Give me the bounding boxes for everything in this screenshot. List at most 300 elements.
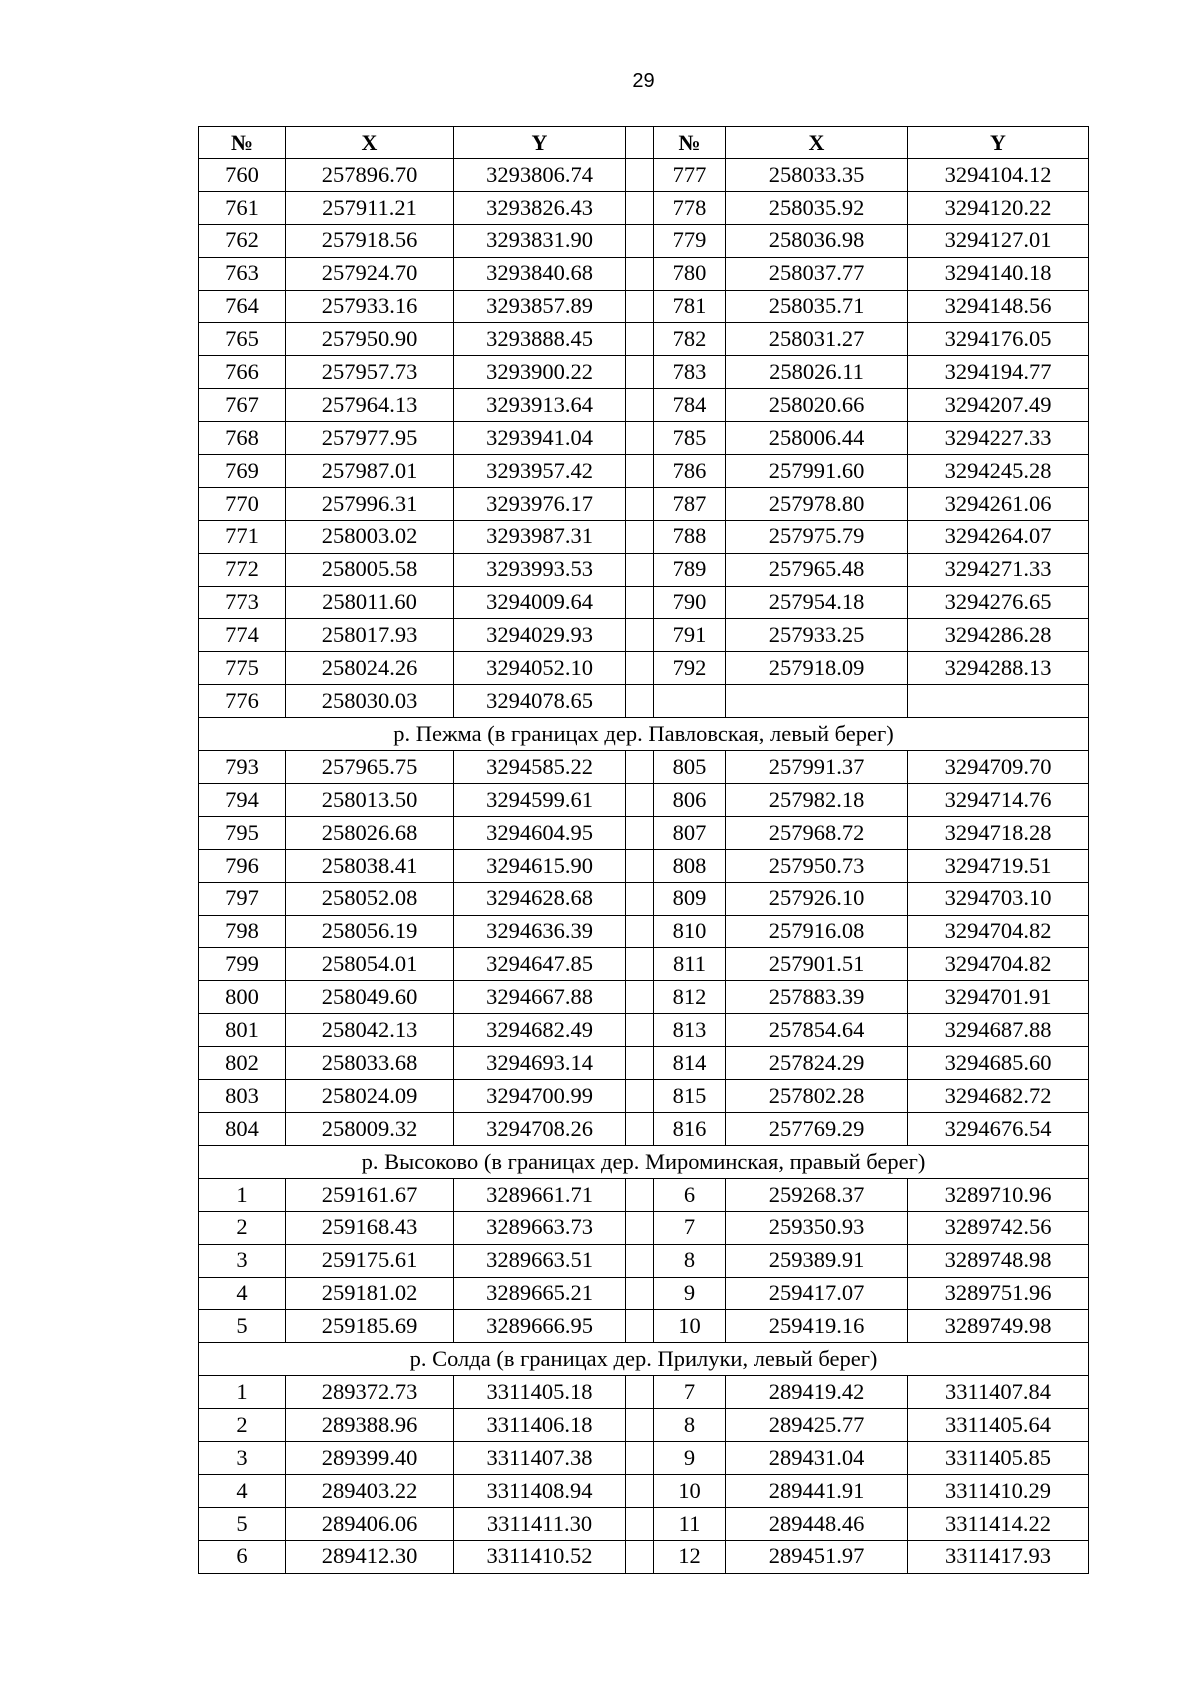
point-no-right-cell: 816: [654, 1112, 726, 1145]
gap-cell: [626, 1376, 654, 1409]
point-no-right-cell: 783: [654, 356, 726, 389]
y-left-cell: 3289661.71: [454, 1178, 626, 1211]
table-row: [199, 1277, 1089, 1310]
y-right-cell: 3311405.85: [908, 1442, 1089, 1475]
x-right-cell: 289451.97: [726, 1540, 908, 1573]
header-y-right: Y: [908, 127, 1089, 159]
x-right-cell: 257933.25: [726, 619, 908, 652]
point-no-right-cell: 782: [654, 323, 726, 356]
gap-cell: [626, 224, 654, 257]
table-row: [199, 159, 1089, 192]
y-right-cell: 3294719.51: [908, 849, 1089, 882]
table-row: [199, 981, 1089, 1014]
y-right-cell: 3289742.56: [908, 1211, 1089, 1244]
point-no-right-cell: 780: [654, 257, 726, 290]
y-right-cell: 3294685.60: [908, 1047, 1089, 1080]
y-left-cell: 3293888.45: [454, 323, 626, 356]
point-no-left-cell: 769: [199, 455, 286, 488]
point-no-right-cell: 790: [654, 586, 726, 619]
y-left-cell: 3311411.30: [454, 1507, 626, 1540]
point-no-right-cell: 813: [654, 1014, 726, 1047]
y-left-cell: 3294667.88: [454, 981, 626, 1014]
y-left-cell: 3293913.64: [454, 389, 626, 422]
x-right-cell: 257975.79: [726, 520, 908, 553]
gap-cell: [626, 1474, 654, 1507]
x-right-cell: 257978.80: [726, 487, 908, 520]
x-left-cell: 257918.56: [286, 224, 454, 257]
x-left-cell: 257957.73: [286, 356, 454, 389]
y-left-cell: 3289663.51: [454, 1244, 626, 1277]
gap-cell: [626, 1112, 654, 1145]
section-title-row: [199, 1343, 1089, 1376]
table-row: [199, 1244, 1089, 1277]
x-right-cell: 289419.42: [726, 1376, 908, 1409]
y-right-cell: 3294288.13: [908, 652, 1089, 685]
y-right-cell: 3311417.93: [908, 1540, 1089, 1573]
y-left-cell: 3293840.68: [454, 257, 626, 290]
point-no-right-cell: 9: [654, 1442, 726, 1475]
y-right-cell: 3294261.06: [908, 487, 1089, 520]
y-right-cell: 3294701.91: [908, 981, 1089, 1014]
point-no-left-cell: 761: [199, 191, 286, 224]
point-no-left-cell: 2: [199, 1409, 286, 1442]
point-no-left-cell: 796: [199, 849, 286, 882]
x-left-cell: 259168.43: [286, 1211, 454, 1244]
section-title: р. Высоково (в границах дер. Мироминская, правый берег): [199, 1145, 1089, 1178]
point-no-left-cell: 793: [199, 751, 286, 784]
table-row: [199, 257, 1089, 290]
x-left-cell: 258042.13: [286, 1014, 454, 1047]
x-right-cell: [726, 685, 908, 718]
table-row: [199, 1310, 1089, 1343]
gap-cell: [626, 1047, 654, 1080]
y-right-cell: 3294271.33: [908, 553, 1089, 586]
point-no-left-cell: 804: [199, 1112, 286, 1145]
x-left-cell: 258056.19: [286, 915, 454, 948]
point-no-right-cell: 6: [654, 1178, 726, 1211]
point-no-left-cell: 795: [199, 816, 286, 849]
gap-cell: [626, 619, 654, 652]
y-right-cell: 3311407.84: [908, 1376, 1089, 1409]
point-no-right-cell: 788: [654, 520, 726, 553]
table-row: [199, 948, 1089, 981]
point-no-left-cell: 4: [199, 1474, 286, 1507]
point-no-left-cell: 6: [199, 1540, 286, 1573]
gap-cell: [626, 356, 654, 389]
y-right-cell: 3294703.10: [908, 882, 1089, 915]
gap-cell: [626, 981, 654, 1014]
point-no-left-cell: 767: [199, 389, 286, 422]
table-row: [199, 586, 1089, 619]
header-gap: [626, 127, 654, 159]
point-no-left-cell: 770: [199, 487, 286, 520]
gap-cell: [626, 455, 654, 488]
x-right-cell: 258035.92: [726, 191, 908, 224]
x-right-cell: 258036.98: [726, 224, 908, 257]
y-right-cell: 3294194.77: [908, 356, 1089, 389]
y-right-cell: 3294704.82: [908, 948, 1089, 981]
x-left-cell: 289412.30: [286, 1540, 454, 1573]
point-no-right-cell: 8: [654, 1244, 726, 1277]
x-right-cell: 257916.08: [726, 915, 908, 948]
y-left-cell: 3289665.21: [454, 1277, 626, 1310]
table-row: [199, 1047, 1089, 1080]
x-left-cell: 289399.40: [286, 1442, 454, 1475]
y-right-cell: 3294714.76: [908, 784, 1089, 817]
table-row: [199, 389, 1089, 422]
gap-cell: [626, 784, 654, 817]
table-row: [199, 1211, 1089, 1244]
point-no-left-cell: 776: [199, 685, 286, 718]
point-no-left-cell: 800: [199, 981, 286, 1014]
y-right-cell: 3294709.70: [908, 751, 1089, 784]
point-no-right-cell: 7: [654, 1211, 726, 1244]
x-right-cell: 257883.39: [726, 981, 908, 1014]
point-no-right-cell: 809: [654, 882, 726, 915]
x-left-cell: 257965.75: [286, 751, 454, 784]
x-right-cell: 259350.93: [726, 1211, 908, 1244]
table-row: [199, 816, 1089, 849]
y-right-cell: 3289710.96: [908, 1178, 1089, 1211]
y-right-cell: 3294687.88: [908, 1014, 1089, 1047]
header-row: [199, 127, 1089, 159]
gap-cell: [626, 1244, 654, 1277]
gap-cell: [626, 751, 654, 784]
y-left-cell: 3293976.17: [454, 487, 626, 520]
x-right-cell: 257965.48: [726, 553, 908, 586]
x-right-cell: 257991.37: [726, 751, 908, 784]
section-title: р. Пежма (в границах дер. Павловская, левый берег): [199, 718, 1089, 751]
header-x-left: X: [286, 127, 454, 159]
y-right-cell: 3289751.96: [908, 1277, 1089, 1310]
x-left-cell: 289388.96: [286, 1409, 454, 1442]
table-row: [199, 1178, 1089, 1211]
x-right-cell: 259389.91: [726, 1244, 908, 1277]
point-no-right-cell: 10: [654, 1310, 726, 1343]
y-left-cell: 3293831.90: [454, 224, 626, 257]
gap-cell: [626, 849, 654, 882]
point-no-right-cell: 777: [654, 159, 726, 192]
point-no-left-cell: 803: [199, 1080, 286, 1113]
x-left-cell: 258026.68: [286, 816, 454, 849]
gap-cell: [626, 159, 654, 192]
y-left-cell: 3294693.14: [454, 1047, 626, 1080]
point-no-left-cell: 4: [199, 1277, 286, 1310]
x-left-cell: 289372.73: [286, 1376, 454, 1409]
table-row: [199, 224, 1089, 257]
point-no-left-cell: 2: [199, 1211, 286, 1244]
gap-cell: [626, 652, 654, 685]
x-left-cell: 258005.58: [286, 553, 454, 586]
table-body: [199, 159, 1089, 1574]
y-left-cell: 3294682.49: [454, 1014, 626, 1047]
y-left-cell: 3294708.26: [454, 1112, 626, 1145]
table-row: [199, 849, 1089, 882]
y-right-cell: 3294264.07: [908, 520, 1089, 553]
point-no-right-cell: 779: [654, 224, 726, 257]
x-right-cell: 257901.51: [726, 948, 908, 981]
table-row: [199, 487, 1089, 520]
gap-cell: [626, 1277, 654, 1310]
gap-cell: [626, 1080, 654, 1113]
y-left-cell: 3294615.90: [454, 849, 626, 882]
y-left-cell: 3311408.94: [454, 1474, 626, 1507]
table-row: [199, 1080, 1089, 1113]
table-row: [199, 1442, 1089, 1475]
table-row: [199, 1014, 1089, 1047]
table-row: [199, 1474, 1089, 1507]
x-left-cell: 257950.90: [286, 323, 454, 356]
y-right-cell: 3294704.82: [908, 915, 1089, 948]
y-right-cell: 3289748.98: [908, 1244, 1089, 1277]
header-y-left: Y: [454, 127, 626, 159]
point-no-left-cell: 768: [199, 422, 286, 455]
x-left-cell: 289406.06: [286, 1507, 454, 1540]
x-left-cell: 289403.22: [286, 1474, 454, 1507]
table-row: [199, 751, 1089, 784]
gap-cell: [626, 422, 654, 455]
table-row: [199, 784, 1089, 817]
gap-cell: [626, 1211, 654, 1244]
x-right-cell: 258035.71: [726, 290, 908, 323]
gap-cell: [626, 389, 654, 422]
coordinates-table: [198, 126, 1089, 1574]
point-no-right-cell: 810: [654, 915, 726, 948]
x-right-cell: 257824.29: [726, 1047, 908, 1080]
section-title-row: [199, 718, 1089, 751]
point-no-left-cell: 797: [199, 882, 286, 915]
point-no-right-cell: 815: [654, 1080, 726, 1113]
gap-cell: [626, 1507, 654, 1540]
point-no-right-cell: 11: [654, 1507, 726, 1540]
x-left-cell: 258052.08: [286, 882, 454, 915]
point-no-right-cell: 10: [654, 1474, 726, 1507]
point-no-left-cell: 3: [199, 1244, 286, 1277]
point-no-right-cell: 7: [654, 1376, 726, 1409]
table-row: [199, 191, 1089, 224]
point-no-left-cell: 5: [199, 1310, 286, 1343]
x-right-cell: 259419.16: [726, 1310, 908, 1343]
table-row: [199, 1376, 1089, 1409]
x-right-cell: 289448.46: [726, 1507, 908, 1540]
point-no-left-cell: 1: [199, 1178, 286, 1211]
y-left-cell: 3289663.73: [454, 1211, 626, 1244]
x-right-cell: 257918.09: [726, 652, 908, 685]
section-title: р. Солда (в границах дер. Прилуки, левый берег): [199, 1343, 1089, 1376]
point-no-left-cell: 3: [199, 1442, 286, 1475]
y-left-cell: 3311410.52: [454, 1540, 626, 1573]
x-right-cell: 257954.18: [726, 586, 908, 619]
x-left-cell: 257996.31: [286, 487, 454, 520]
y-right-cell: 3294682.72: [908, 1080, 1089, 1113]
x-left-cell: 257933.16: [286, 290, 454, 323]
table-row: [199, 455, 1089, 488]
point-no-right-cell: 785: [654, 422, 726, 455]
x-left-cell: 258024.26: [286, 652, 454, 685]
y-left-cell: 3293900.22: [454, 356, 626, 389]
x-right-cell: 257950.73: [726, 849, 908, 882]
point-no-right-cell: 12: [654, 1540, 726, 1573]
point-no-right-cell: 8: [654, 1409, 726, 1442]
table-row: [199, 553, 1089, 586]
gap-cell: [626, 323, 654, 356]
x-left-cell: 259181.02: [286, 1277, 454, 1310]
y-right-cell: [908, 685, 1089, 718]
x-left-cell: 257977.95: [286, 422, 454, 455]
gap-cell: [626, 1442, 654, 1475]
x-left-cell: 258013.50: [286, 784, 454, 817]
table-row: [199, 422, 1089, 455]
table-row: [199, 356, 1089, 389]
page-number: 29: [632, 70, 655, 92]
y-right-cell: 3289749.98: [908, 1310, 1089, 1343]
x-left-cell: 257987.01: [286, 455, 454, 488]
y-right-cell: 3294718.28: [908, 816, 1089, 849]
gap-cell: [626, 487, 654, 520]
point-no-right-cell: 792: [654, 652, 726, 685]
x-left-cell: 257924.70: [286, 257, 454, 290]
y-right-cell: 3294276.65: [908, 586, 1089, 619]
x-right-cell: 258033.35: [726, 159, 908, 192]
x-left-cell: 257896.70: [286, 159, 454, 192]
y-right-cell: 3294676.54: [908, 1112, 1089, 1145]
point-no-left-cell: 1: [199, 1376, 286, 1409]
point-no-right-cell: 806: [654, 784, 726, 817]
gap-cell: [626, 1178, 654, 1211]
x-right-cell: 258006.44: [726, 422, 908, 455]
table-row: [199, 1409, 1089, 1442]
x-right-cell: 258026.11: [726, 356, 908, 389]
table-row: [199, 915, 1089, 948]
y-left-cell: 3294599.61: [454, 784, 626, 817]
header-x-right: X: [726, 127, 908, 159]
x-left-cell: 258030.03: [286, 685, 454, 718]
x-left-cell: 258024.09: [286, 1080, 454, 1113]
y-right-cell: 3294176.05: [908, 323, 1089, 356]
gap-cell: [626, 816, 654, 849]
gap-cell: [626, 520, 654, 553]
y-left-cell: 3311407.38: [454, 1442, 626, 1475]
y-left-cell: 3293857.89: [454, 290, 626, 323]
y-right-cell: 3311410.29: [908, 1474, 1089, 1507]
point-no-right-cell: 781: [654, 290, 726, 323]
x-right-cell: 258031.27: [726, 323, 908, 356]
point-no-left-cell: 5: [199, 1507, 286, 1540]
x-right-cell: 257982.18: [726, 784, 908, 817]
table-row: [199, 520, 1089, 553]
x-left-cell: 258049.60: [286, 981, 454, 1014]
x-left-cell: 258017.93: [286, 619, 454, 652]
table-row: [199, 1112, 1089, 1145]
table-row: [199, 1507, 1089, 1540]
gap-cell: [626, 915, 654, 948]
y-right-cell: 3294227.33: [908, 422, 1089, 455]
point-no-right-cell: 786: [654, 455, 726, 488]
x-left-cell: 259161.67: [286, 1178, 454, 1211]
y-right-cell: 3294127.01: [908, 224, 1089, 257]
point-no-left-cell: 774: [199, 619, 286, 652]
point-no-right-cell: 808: [654, 849, 726, 882]
table-row: [199, 323, 1089, 356]
gap-cell: [626, 1540, 654, 1573]
point-no-right-cell: 9: [654, 1277, 726, 1310]
y-left-cell: 3294636.39: [454, 915, 626, 948]
y-right-cell: 3294245.28: [908, 455, 1089, 488]
table-row: [199, 290, 1089, 323]
gap-cell: [626, 948, 654, 981]
point-no-left-cell: 775: [199, 652, 286, 685]
point-no-left-cell: 764: [199, 290, 286, 323]
table-row: [199, 652, 1089, 685]
y-left-cell: 3294078.65: [454, 685, 626, 718]
point-no-left-cell: 765: [199, 323, 286, 356]
gap-cell: [626, 1409, 654, 1442]
table-row: [199, 619, 1089, 652]
gap-cell: [626, 882, 654, 915]
x-right-cell: 289441.91: [726, 1474, 908, 1507]
point-no-left-cell: 762: [199, 224, 286, 257]
x-left-cell: 259185.69: [286, 1310, 454, 1343]
y-left-cell: 3294604.95: [454, 816, 626, 849]
y-right-cell: 3294140.18: [908, 257, 1089, 290]
point-no-left-cell: 771: [199, 520, 286, 553]
point-no-right-cell: [654, 685, 726, 718]
x-right-cell: 259268.37: [726, 1178, 908, 1211]
point-no-right-cell: 791: [654, 619, 726, 652]
point-no-left-cell: 763: [199, 257, 286, 290]
header-no-left: №: [199, 127, 286, 159]
x-left-cell: 258033.68: [286, 1047, 454, 1080]
x-right-cell: 257968.72: [726, 816, 908, 849]
table-row: [199, 685, 1089, 718]
gap-cell: [626, 685, 654, 718]
y-left-cell: 3294700.99: [454, 1080, 626, 1113]
y-right-cell: 3294148.56: [908, 290, 1089, 323]
x-left-cell: 258038.41: [286, 849, 454, 882]
point-no-left-cell: 766: [199, 356, 286, 389]
x-right-cell: 257854.64: [726, 1014, 908, 1047]
gap-cell: [626, 290, 654, 323]
gap-cell: [626, 257, 654, 290]
gap-cell: [626, 586, 654, 619]
x-right-cell: 259417.07: [726, 1277, 908, 1310]
y-right-cell: 3294104.12: [908, 159, 1089, 192]
table-row: [199, 882, 1089, 915]
y-left-cell: 3293957.42: [454, 455, 626, 488]
point-no-right-cell: 787: [654, 487, 726, 520]
point-no-left-cell: 801: [199, 1014, 286, 1047]
y-left-cell: 3294029.93: [454, 619, 626, 652]
y-left-cell: 3311406.18: [454, 1409, 626, 1442]
x-right-cell: 258037.77: [726, 257, 908, 290]
x-left-cell: 258009.32: [286, 1112, 454, 1145]
header-no-right: №: [654, 127, 726, 159]
y-right-cell: 3311414.22: [908, 1507, 1089, 1540]
y-left-cell: 3293987.31: [454, 520, 626, 553]
x-right-cell: 258020.66: [726, 389, 908, 422]
y-left-cell: 3311405.18: [454, 1376, 626, 1409]
point-no-right-cell: 811: [654, 948, 726, 981]
y-right-cell: 3294120.22: [908, 191, 1089, 224]
y-left-cell: 3293806.74: [454, 159, 626, 192]
point-no-left-cell: 773: [199, 586, 286, 619]
y-left-cell: 3294585.22: [454, 751, 626, 784]
point-no-right-cell: 784: [654, 389, 726, 422]
section-title-row: [199, 1145, 1089, 1178]
x-left-cell: 258011.60: [286, 586, 454, 619]
x-left-cell: 257964.13: [286, 389, 454, 422]
x-left-cell: 257911.21: [286, 191, 454, 224]
